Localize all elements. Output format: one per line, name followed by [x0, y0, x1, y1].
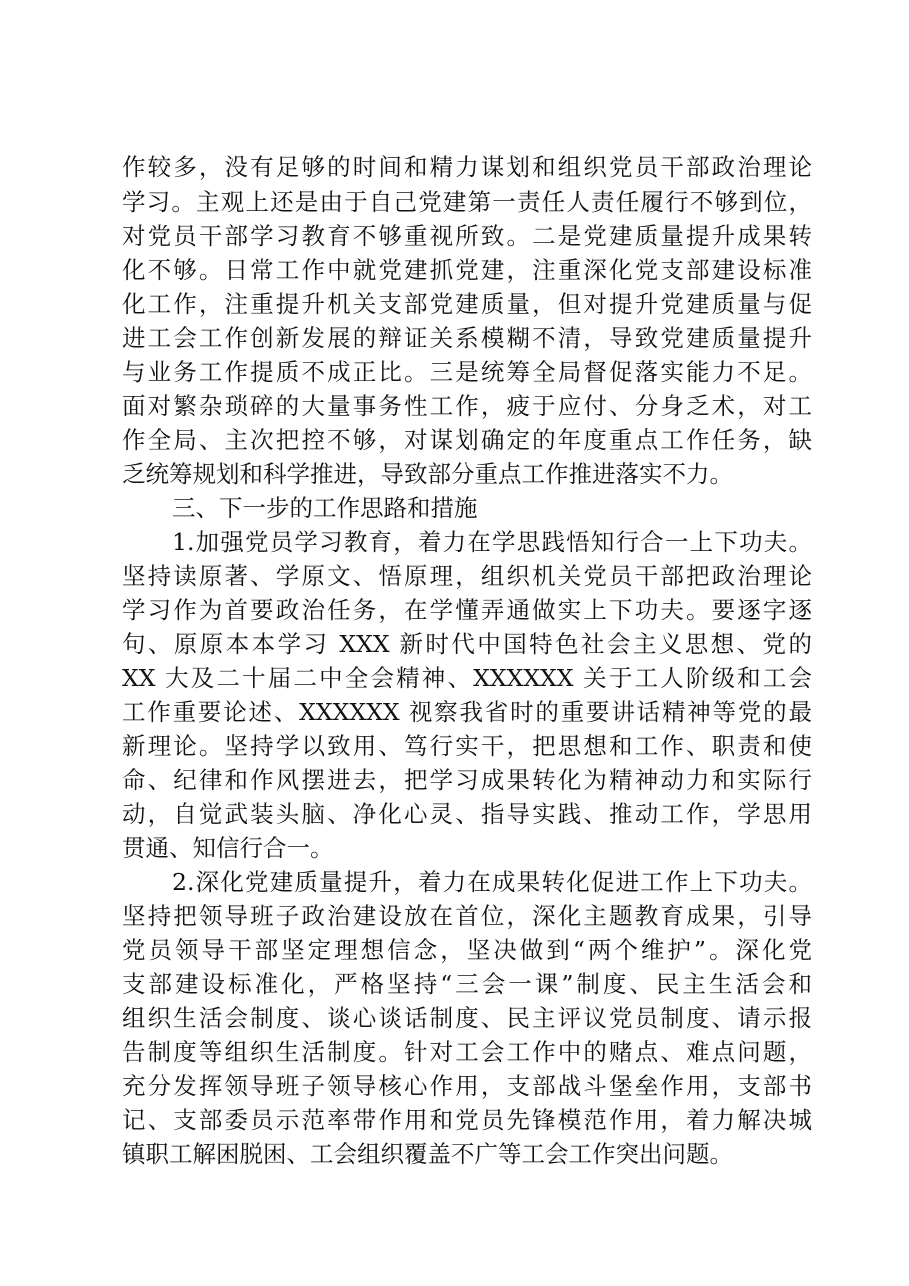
- paragraph-line: XX 大及二十届二中全会精神、XXXXXX 关于工人阶级和工会: [122, 664, 812, 692]
- paragraph-line: 与业务工作提质不成正比。三是统筹全局督促落实能力不足。: [122, 358, 812, 386]
- paragraph-line: 充分发挥领导班子领导核心作用，支部战斗堡垒作用，支部书: [122, 1072, 812, 1100]
- paragraph-line: 面对繁杂琐碎的大量事务性工作，疲于应付、分身乏术，对工: [122, 392, 812, 420]
- paragraph-line: 作较多，没有足够的时间和精力谋划和组织党员干部政治理论: [122, 153, 812, 181]
- paragraph-line: 对党员干部学习教育不够重视所致。二是党建质量提升成果转: [122, 222, 812, 250]
- paragraph-line: 告制度等组织生活制度。针对工会工作中的赌点、难点问题，: [122, 1038, 812, 1066]
- section-heading: 三、下一步的工作思路和措施: [172, 494, 478, 522]
- paragraph-line: 新理论。坚持学以致用、笃行实干，把思想和工作、职责和使: [122, 732, 812, 760]
- paragraph-line: 记、支部委员示范率带作用和党员先锋模范作用，着力解决城: [122, 1106, 812, 1134]
- paragraph-line: 作全局、主次把控不够，对谋划确定的年度重点工作任务，缺: [122, 426, 812, 454]
- paragraph-line: 贯通、知信行合一。: [122, 834, 334, 862]
- paragraph-line: 化不够。日常工作中就党建抓党建，注重深化党支部建设标准: [122, 256, 812, 284]
- paragraph-line: 学习作为首要政治任务，在学懂弄通做实上下功夫。要逐字逐: [122, 596, 812, 624]
- paragraph-line: 学习。主观上还是由于自己党建第一责任人责任履行不够到位，: [122, 188, 812, 216]
- paragraph-line: 镇职工解困脱困、工会组织覆盖不广等工会工作突出问题。: [122, 1140, 733, 1168]
- paragraph-line: 化工作，注重提升机关支部党建质量，但对提升党建质量与促: [122, 290, 812, 318]
- paragraph-line: 乏统筹规划和科学推进，导致部分重点工作推进落实不力。: [122, 460, 733, 488]
- paragraph-line: 党员领导干部坚定理想信念，坚决做到“两个维护”。深化党: [122, 936, 812, 964]
- paragraph-line: 工作重要论述、XXXXXX 视察我省时的重要讲话精神等党的最: [122, 698, 812, 726]
- paragraph-line: 坚持把领导班子政治建设放在首位，深化主题教育成果，引导: [122, 902, 812, 930]
- paragraph-line: 动，自觉武装头脑、净化心灵、指导实践、推动工作，学思用: [122, 800, 812, 828]
- paragraph-line: 组织生活会制度、谈心谈话制度、民主评议党员制度、请示报: [122, 1004, 812, 1032]
- paragraph-line: 进工会工作创新发展的辩证关系模糊不清，导致党建质量提升: [122, 324, 812, 352]
- paragraph-line: 命、纪律和作风摆进去，把学习成果转化为精神动力和实际行: [122, 766, 812, 794]
- paragraph-line: 1.加强党员学习教育，着力在学思践悟知行合一上下功夫。: [172, 528, 812, 556]
- paragraph-line: 坚持读原著、学原文、悟原理，组织机关党员干部把政治理论: [122, 562, 812, 590]
- paragraph-line: 2.深化党建质量提升，着力在成果转化促进工作上下功夫。: [172, 868, 812, 896]
- paragraph-line: 句、原原本本学习 XXX 新时代中国特色社会主义思想、党的: [122, 630, 812, 658]
- paragraph-line: 支部建设标准化，严格坚持“三会一课”制度、民主生活会和: [122, 970, 812, 998]
